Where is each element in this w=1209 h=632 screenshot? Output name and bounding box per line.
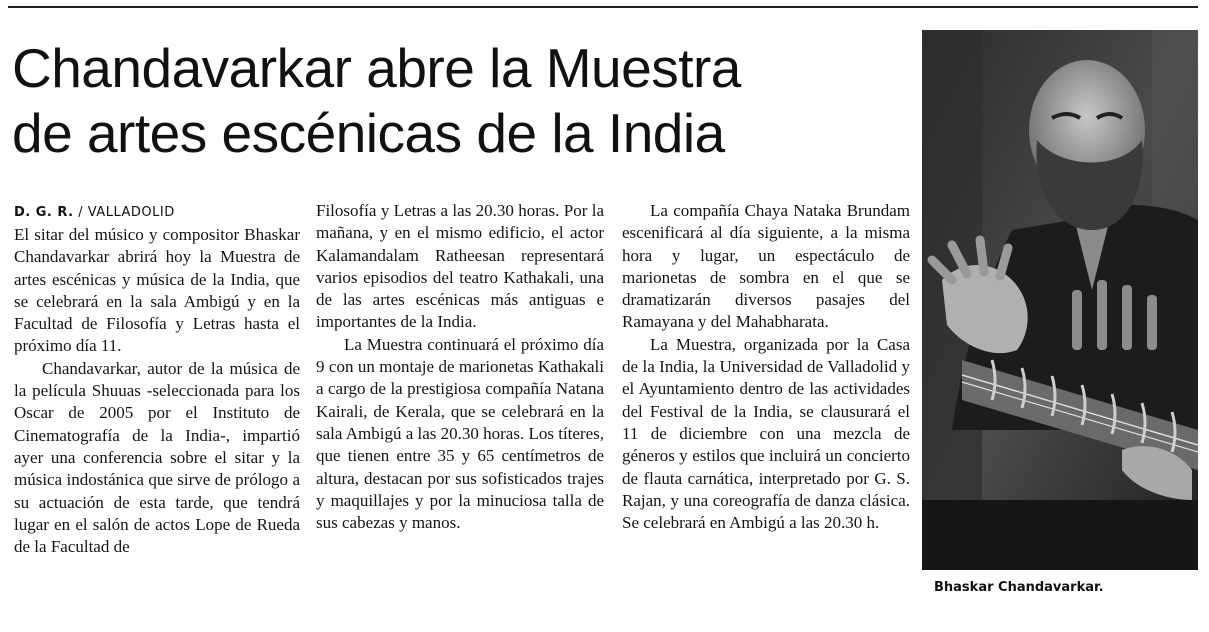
byline: [14, 205, 175, 220]
paragraph: La compañía Chaya Nataka Brundam escenificará al día siguiente, a la misma hora y lugar, un espectáculo de marionetas de sombra en el que se dramatizarán diversos pasajes del Ramayana y del Mahabharata.: [622, 201, 910, 332]
byline-location: VALLADOLID: [87, 205, 175, 220]
top-rule: [8, 6, 1198, 8]
paragraph: El sitar del músico y compositor Bhaskar Chandavarkar abrirá hoy la Muestra de artes escénicas y música de la India, que se celebrará en la sala Ambigú y en la Facultad de Filosofía y Letras hasta el próximo día 11.: [14, 225, 300, 356]
article-column-2: [316, 200, 604, 534]
paragraph: Filosofía y Letras a las 20.30 horas. Por la mañana, y en el mismo edificio, el actor Kalamandalam Ratheesan representará varios episodios del teatro Kathakali, una de las artes escénicas más antiguas e importantes de la India.: [316, 201, 604, 332]
paragraph: La Muestra, organizada por la Casa de la India, la Universidad de Valladolid y el Ayuntamiento dentro de las actividades del Festival de la India, se clausurará el 11 de diciembre con una mezcla de géneros y estilos que incluirá un concierto de flauta carnática, interpretado por G. S. Rajan, y una coreografía de danza clásica. Se celebrará en Ambigú a las 20.30 h.: [622, 334, 910, 533]
headline-line-1: Chandavarkar abre la Muestra: [12, 37, 741, 99]
paragraph: La Muestra continuará el próximo día 9 con un montaje de marionetas Kathakali a cargo de la prestigiosa compañía Natana Kairali, de Kerala, que se celebrará en la sala Ambigú a las 20.30 horas. Los títeres, que tienen entre 35 y 65 centímetros de altura, destacan por sus sofisticados trajes y maquillajes y por la minuciosa talla de sus cabezas y manos.: [316, 334, 605, 533]
paragraph: Chandavarkar, autor de la música de la película Shuuas -seleccionada para los Oscar de 2005 por el Instituto de Cinematografía de la India-, impartió ayer una conferencia sobre el sitar y la música indostánica que sirve de prólogo a su actuación de esta tarde, que tendrá lugar en el salón de actos Lope de Rueda de la Facultad de: [14, 358, 300, 557]
headline-line-2: de artes escénicas de la India: [12, 102, 725, 164]
article-column-1: [14, 224, 300, 558]
headline: [12, 36, 912, 166]
article-photo: [922, 30, 1198, 570]
byline-author: D. G. R.: [14, 205, 74, 220]
photo-caption: Bhaskar Chandavarkar.: [934, 580, 1104, 595]
byline-separator: /: [73, 205, 88, 220]
musician-photo-image: [922, 30, 1198, 570]
article-column-3: [622, 200, 910, 534]
